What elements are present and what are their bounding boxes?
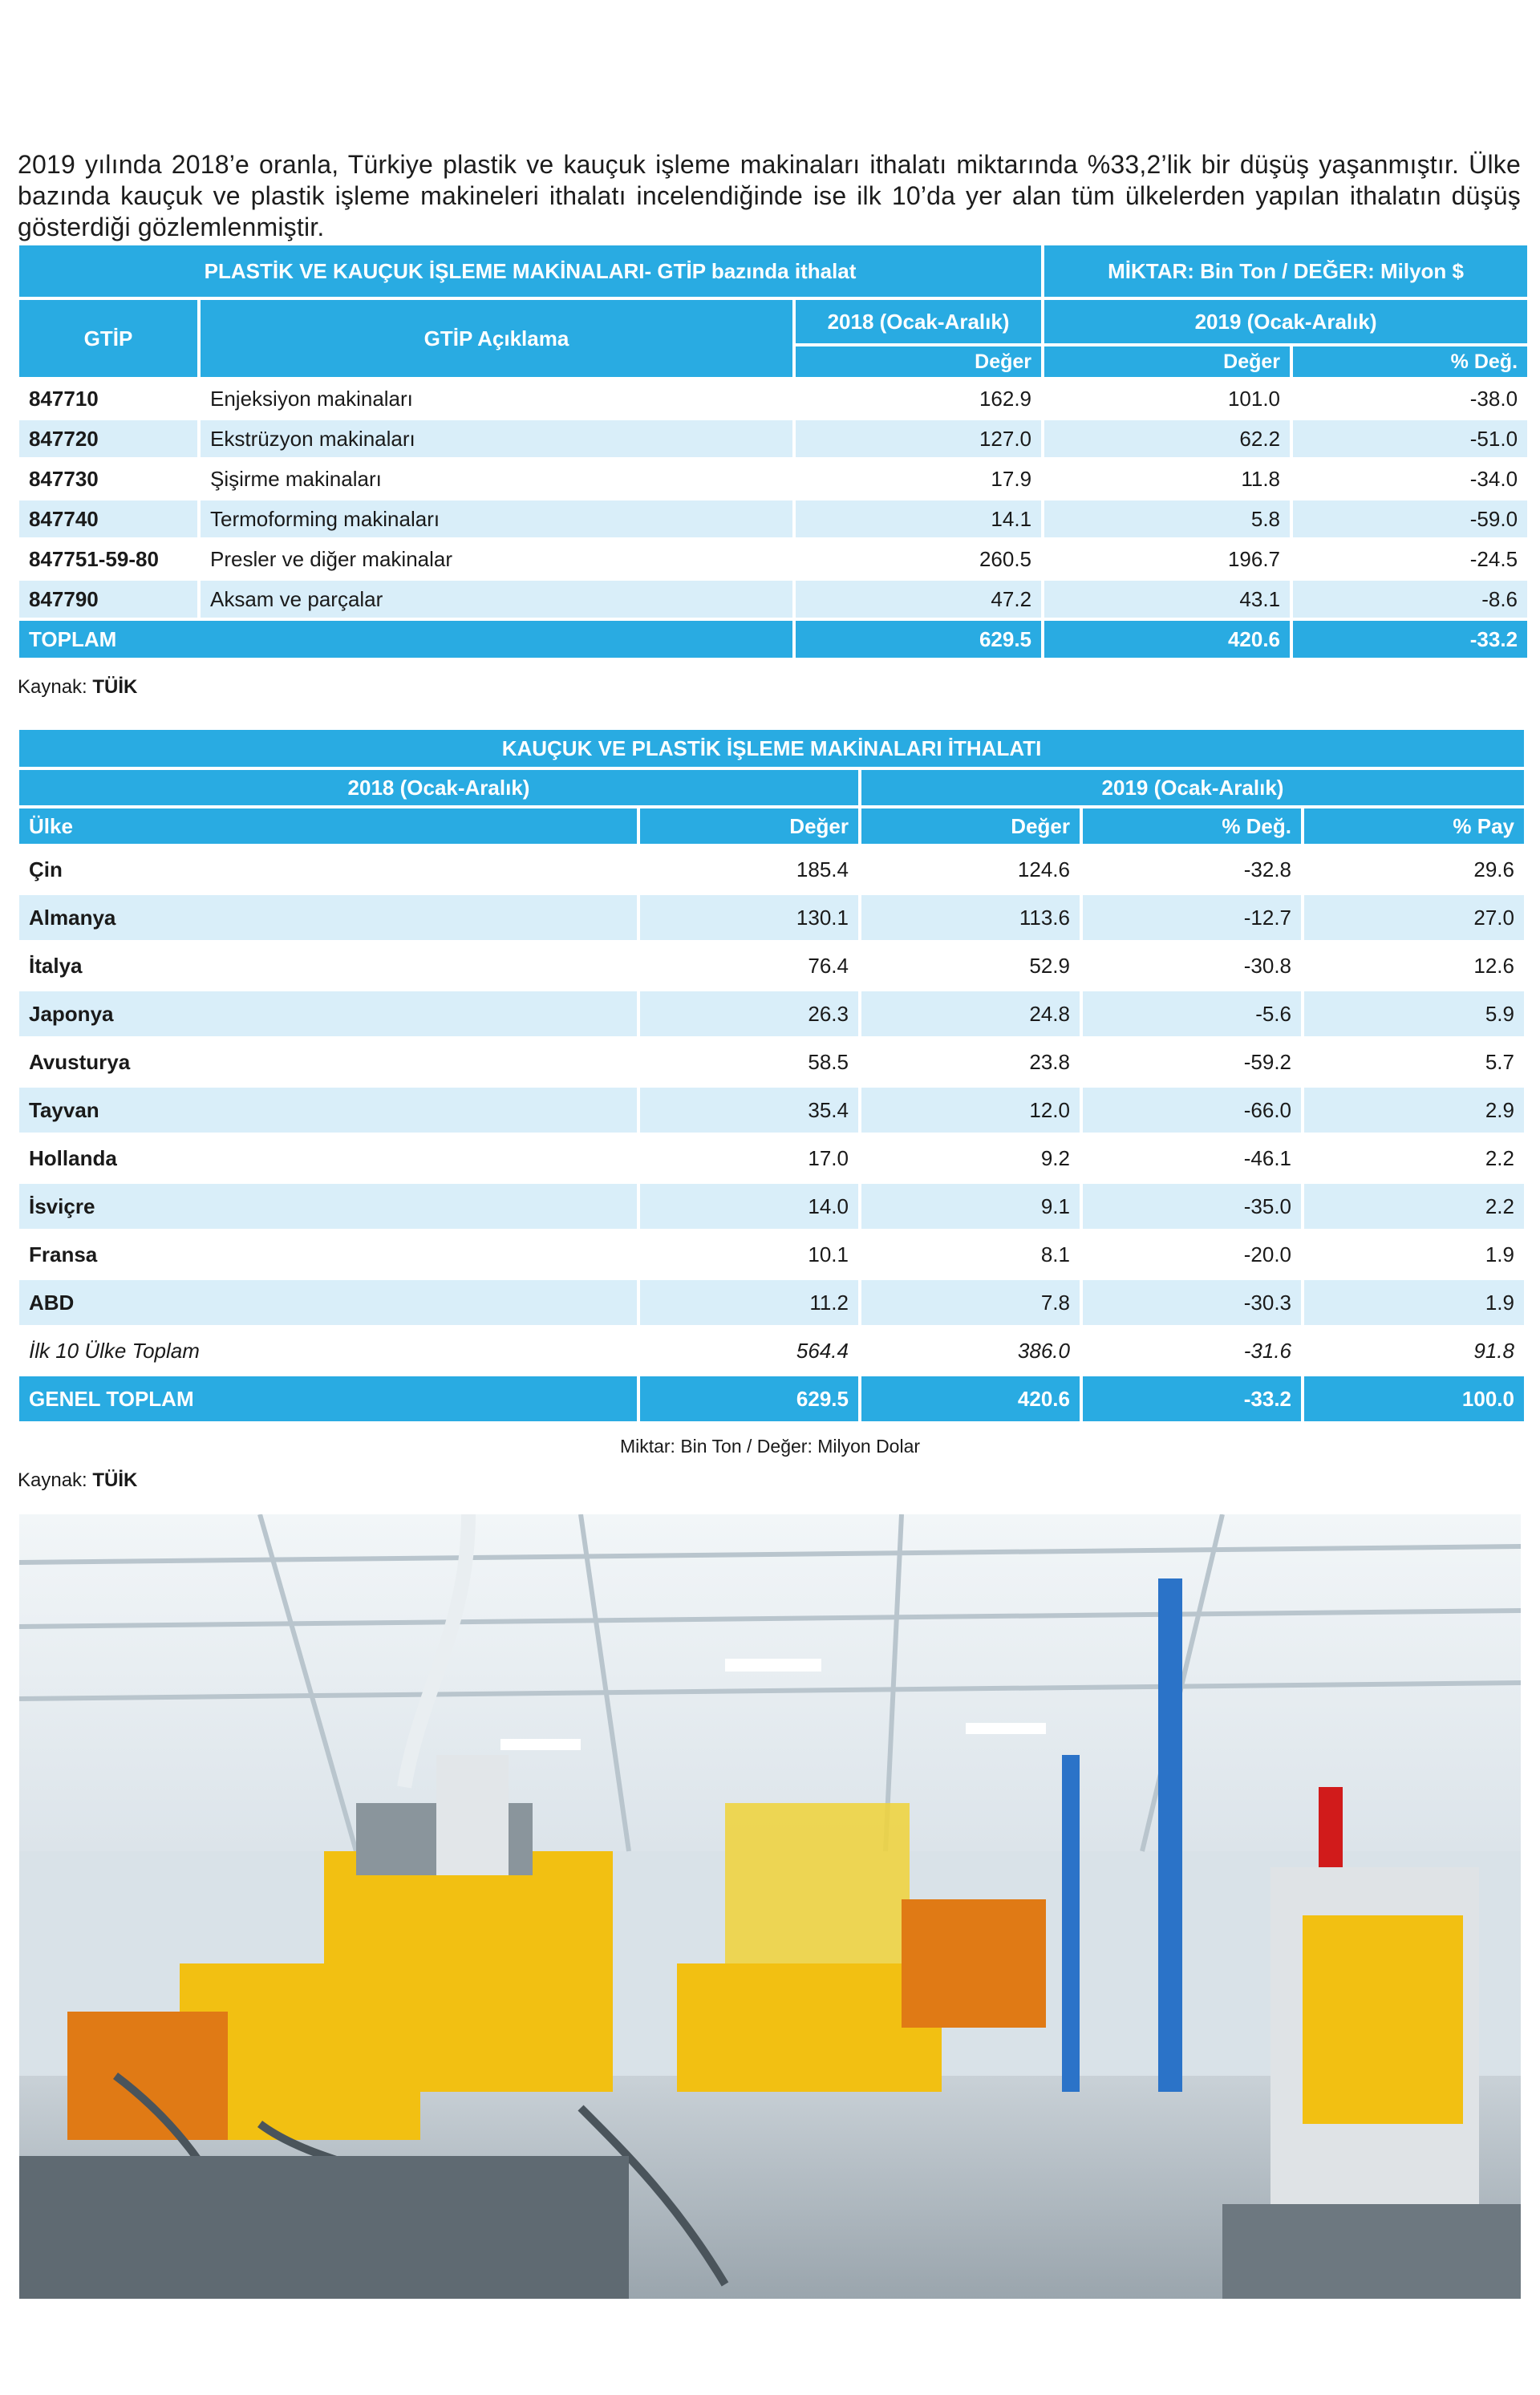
country-import-table [16,727,1527,1424]
table-row: Hollanda 17.0 9.2 -46.1 2.2 [19,1136,1524,1181]
table-row: İsviçre 14.0 9.1 -35.0 2.2 [19,1184,1524,1229]
table-row: 847710 Enjeksiyon makinaları 162.9 101.0 -38.0 [19,380,1527,417]
table1-total-row: TOPLAM 629.5 420.6 -33.2 [19,621,1527,658]
table-row: Fransa 10.1 8.1 -20.0 1.9 [19,1232,1524,1277]
table1-title: PLASTİK VE KAUÇUK İŞLEME MAKİNALARI- GTİP bazında ithalat [19,245,1041,297]
table2-units-note: Miktar: Bin Ton / Değer: Milyon Dolar [619,1436,921,1457]
table-row: 847790 Aksam ve parçalar 47.2 43.1 -8.6 [19,581,1527,618]
table2-col-deger-2018: Değer [640,808,858,844]
table-row: Almanya 130.1 113.6 -12.7 27.0 [19,895,1524,940]
table-row: 847730 Şişirme makinaları 17.9 11.8 -34.0 [19,460,1527,497]
table2-col-change: % Değ. [1083,808,1301,844]
table2-total-row: GENEL TOPLAM 629.5 420.6 -33.2 100.0 [19,1376,1524,1421]
table1-sub-change: % Değ. [1293,346,1527,377]
table1-source: Kaynak: TÜİK [18,676,138,698]
table-row: Japonya 26.3 24.8 -5.6 5.9 [19,991,1524,1036]
table-row: 847751-59-80 Presler ve diğer makinalar 260.5 196.7 -24.5 [19,541,1527,577]
table1-col-2018: 2018 (Ocak-Aralık) [796,300,1041,343]
table2-col-deger-2019: Değer [861,808,1080,844]
factory-illustration [19,1514,1521,2299]
table-row: 847720 Ekstrüzyon makinaları 127.0 62.2 -51.0 [19,420,1527,457]
table2-col-country: Ülke [19,808,637,844]
table2-col-2019: 2019 (Ocak-Aralık) [861,770,1524,805]
factory-photo [19,1514,1521,2299]
table2-title: KAUÇUK VE PLASTİK İŞLEME MAKİNALARI İTHALATI [19,730,1524,767]
table-row: Çin 185.4 124.6 -32.8 29.6 [19,847,1524,892]
table1-col-gtip: GTİP [19,300,197,377]
table-row: İtalya 76.4 52.9 -30.8 12.6 [19,943,1524,988]
intro-paragraph: 2019 yılında 2018’e oranla, Türkiye plastik ve kauçuk işleme makinaları ithalatı miktarında %33,2’lik bir düşüş yaşanmıştır. Ülke bazında kauçuk ve plastik işleme makineleri ithalatı incelendiğinde ise ilk 10’da yer alan tüm ülkelerden yapılan ithalatın düşüş gösterdiği gözlemlenmiştir. [18,150,1521,241]
table2-source: Kaynak: TÜİK [18,1469,138,1491]
table1-col-desc: GTİP Açıklama [201,300,792,377]
table2-col-2018: 2018 (Ocak-Aralık) [19,770,858,805]
table2-col-share: % Pay [1304,808,1524,844]
table-row: 847740 Termoforming makinaları 14.1 5.8 -59.0 [19,500,1527,537]
table-row: Tayvan 35.4 12.0 -66.0 2.9 [19,1088,1524,1133]
table2-top10-row: İlk 10 Ülke Toplam 564.4 386.0 -31.6 91.8 [19,1328,1524,1373]
gtip-import-table [16,242,1530,661]
table-row: Avusturya 58.5 23.8 -59.2 5.7 [19,1039,1524,1084]
table1-col-2019: 2019 (Ocak-Aralık) [1044,300,1527,343]
table-row: ABD 11.2 7.8 -30.3 1.9 [19,1280,1524,1325]
table1-sub-deger-2019: Değer [1044,346,1290,377]
table1-sub-deger-2018: Değer [796,346,1041,377]
table1-units: MİKTAR: Bin Ton / DEĞER: Milyon $ [1044,245,1527,297]
